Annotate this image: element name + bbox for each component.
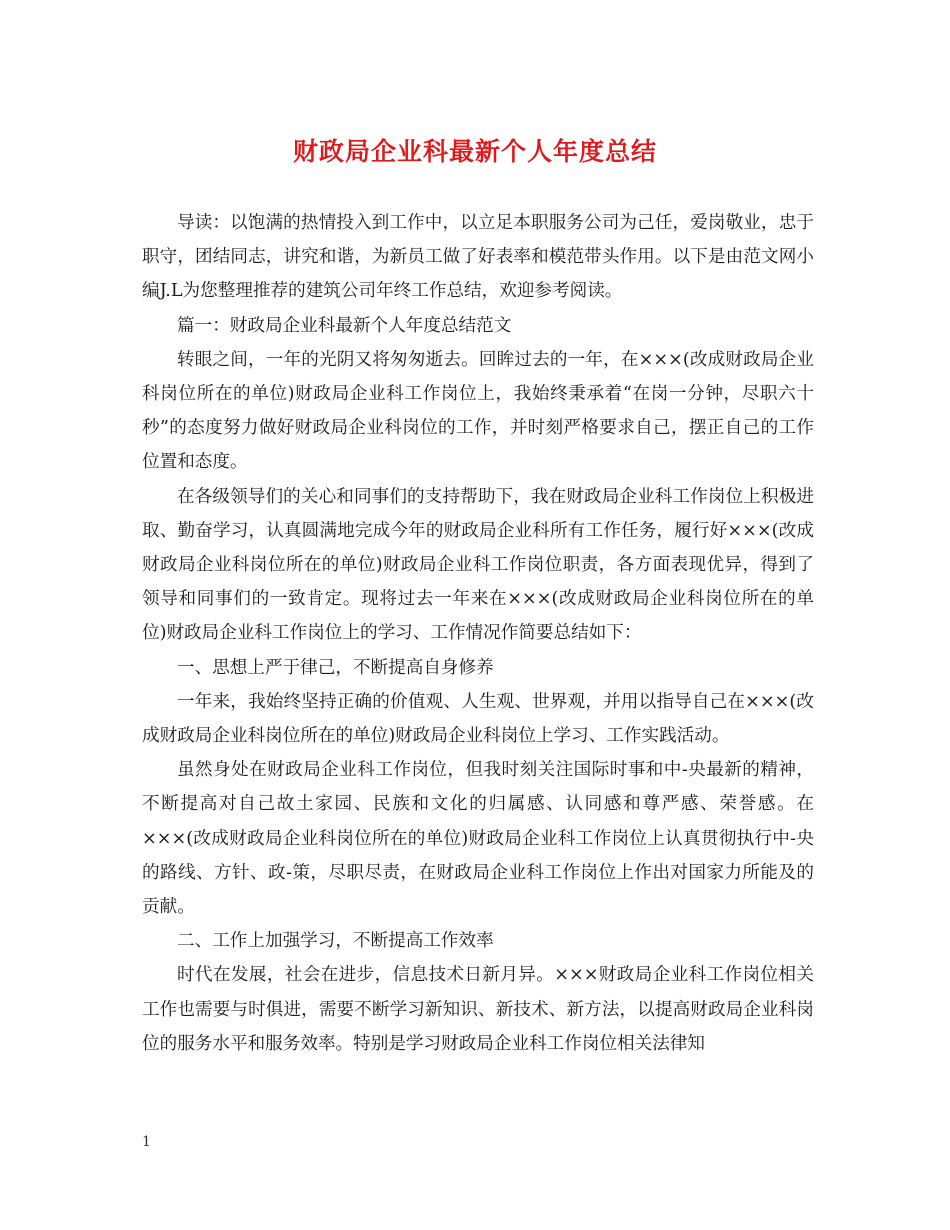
paragraph: 一年来，我始终坚持正确的价值观、人生观、世界观，并用以指导自己在×××(改成财政局企业科岗位所在的单位)财政局企业科岗位上学习、工作实践活动。 [142, 691, 814, 747]
paragraph: 时代在发展，社会在进步，信息技术日新月异。×××财政局企业科工作岗位相关工作也需要与时俱进，需要不断学习新知识、新技术、新方法，以提高财政局企业科岗位的服务水平和服务效率。特别是学习财政局企业科工作岗位相关法律知 [142, 965, 814, 1054]
paragraph: 虽然身处在财政局企业科工作岗位，但我时刻关注国际时事和中-央最新的精神，不断提高对自己故土家园、民族和文化的归属感、认同感和尊严感、荣誉感。在×××(改成财政局企业科岗位所在的单位)财政局企业科工作岗位上认真贯彻执行中-央的路线、方针、政-策，尽职尽责，在财政局企业科工作岗位上作出对国家力所能及的贡献。 [142, 760, 814, 918]
document-title: 财政局企业科最新个人年度总结 [292, 137, 657, 166]
paragraph: 在各级领导们的关心和同事们的支持帮助下，我在财政局企业科工作岗位上积极进取、勤奋学习，认真圆满地完成今年的财政局企业科所有工作任务，履行好×××(改成财政局企业科岗位所在的单位)财政局企业科工作岗位职责，各方面表现优异，得到了领导和同事们的一致肯定。现将过去一年来在×××(改成财政局企业科岗位所在的单位)财政局企业科工作岗位上的学习、工作情况作简要总结如下： [142, 486, 814, 644]
page-number: 1 [142, 1134, 151, 1150]
section-heading: 二、工作上加强学习，不断提高工作效率 [177, 931, 494, 952]
section-heading: 一、思想上严于律己，不断提高自身修养 [177, 657, 494, 678]
document-body [142, 206, 814, 1061]
paragraph: 转眼之间，一年的光阴又将匆匆逝去。回眸过去的一年，在×××(改成财政局企业科岗位所在的单位)财政局企业科工作岗位上，我始终秉承着“在岗一分钟，尽职六十秒”的态度努力做好财政局企业科岗位的工作，并时刻严格要求自己，摆正自己的工作位置和态度。 [142, 349, 814, 473]
paragraph-intro: 导读：以饱满的热情投入到工作中，以立足本职服务公司为己任，爱岗敬业，忠于职守，团结同志，讲究和谐，为新员工做了好表率和模范带头作用。以下是由范文网小编J.L为您整理推荐的建筑公司年终工作总结，欢迎参考阅读。 [142, 213, 814, 302]
paragraph-part-heading: 篇一：财政局企业科最新个人年度总结范文 [177, 315, 512, 336]
